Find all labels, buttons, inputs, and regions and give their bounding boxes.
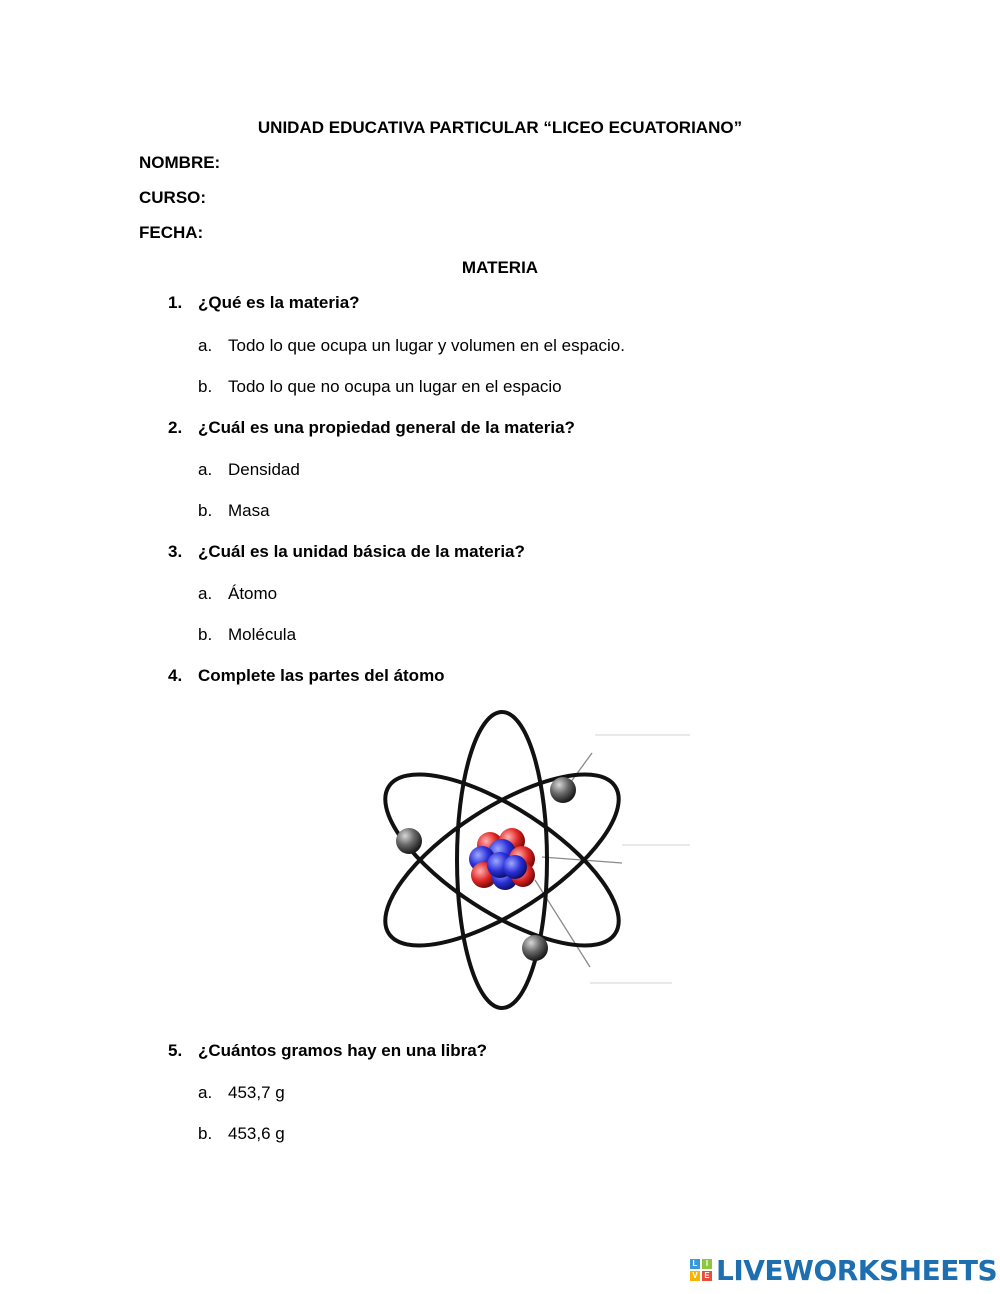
option-letter: b. [198, 501, 213, 520]
option-letter: a. [198, 584, 213, 603]
atom-diagram [360, 705, 700, 1015]
question-text: ¿Cuál es una propiedad general de la materia? [198, 418, 575, 437]
logo-text: LIVEWORKSHEETS [716, 1253, 998, 1287]
logo-mark-cell: L [690, 1259, 700, 1269]
subject-title: MATERIA [461, 258, 539, 277]
option-text: Densidad [228, 460, 300, 479]
logo-mark-cell: E [702, 1271, 712, 1281]
question-number: 4. [168, 666, 183, 685]
logo-mark-cell: V [690, 1271, 700, 1281]
question-text: ¿Cuántos gramos hay en una libra? [198, 1041, 488, 1060]
option-text: Masa [228, 501, 270, 520]
nucleus [469, 828, 535, 890]
electron [522, 935, 548, 961]
option-text: Todo lo que ocupa un lugar y volumen en el espacio. [228, 336, 625, 355]
option-letter: b. [198, 625, 213, 644]
question-number: 5. [168, 1041, 183, 1060]
option-letter: b. [198, 377, 213, 396]
question-text: ¿Qué es la materia? [198, 293, 360, 312]
question-number: 1. [168, 293, 183, 312]
option-text: Molécula [228, 625, 297, 644]
electron [550, 777, 576, 803]
question-number: 2. [168, 418, 183, 437]
option-letter: a. [198, 1083, 213, 1102]
option-text: 453,6 g [228, 1124, 285, 1143]
course-label: CURSO: [139, 188, 207, 207]
question-text: ¿Cuál es la unidad básica de la materia? [198, 542, 525, 561]
option-letter: b. [198, 1124, 213, 1143]
school-title: UNIDAD EDUCATIVA PARTICULAR “LICEO ECUATORIANO” [257, 118, 743, 137]
label-lines [535, 735, 690, 983]
option-text: 453,7 g [228, 1083, 285, 1102]
logo-mark-cell: I [702, 1259, 712, 1269]
question-text: Complete las partes del átomo [198, 666, 445, 685]
neutron [503, 855, 527, 879]
name-label: NOMBRE: [139, 153, 221, 172]
option-letter: a. [198, 336, 213, 355]
option-text: Todo lo que no ocupa un lugar en el espacio [228, 377, 562, 396]
liveworksheets-logo[interactable] [690, 1255, 997, 1285]
electron [396, 828, 422, 854]
option-text: Átomo [228, 584, 278, 603]
option-letter: a. [198, 460, 213, 479]
logo-mark-icon [690, 1259, 712, 1281]
date-label: FECHA: [139, 223, 204, 242]
question-number: 3. [168, 542, 183, 561]
